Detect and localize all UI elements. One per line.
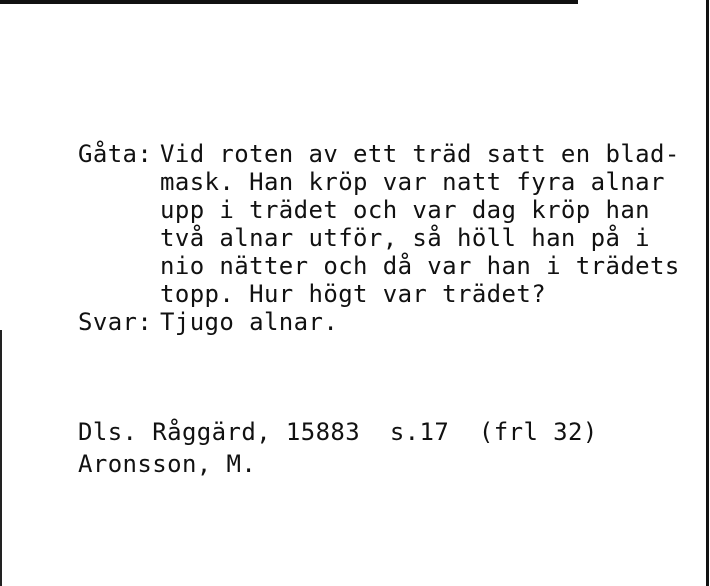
answer-text: Tjugo alnar. <box>160 308 339 336</box>
scan-edge-right <box>706 0 709 586</box>
scan-edge-top <box>0 0 578 4</box>
riddle-line-4: två alnar utför, så höll han på i <box>160 224 651 252</box>
source-reference: Dls. Råggärd, 15883 s.17 (frl 32) <box>78 418 598 446</box>
riddle-line-3: upp i trädet och var dag kröp han <box>160 196 651 224</box>
answer-label: Svar: <box>78 308 153 336</box>
riddle-line-6: topp. Hur högt var trädet? <box>160 280 547 308</box>
scan-edge-left <box>0 330 2 586</box>
riddle-label: Gåta: <box>78 140 153 168</box>
riddle-line-5: nio nätter och då var han i trädets <box>160 252 680 280</box>
source-informant: Aronsson, M. <box>78 450 257 478</box>
riddle-line-2: mask. Han kröp var natt fyra alnar <box>160 168 665 196</box>
riddle-line-1: Vid roten av ett träd satt en blad- <box>160 140 680 168</box>
